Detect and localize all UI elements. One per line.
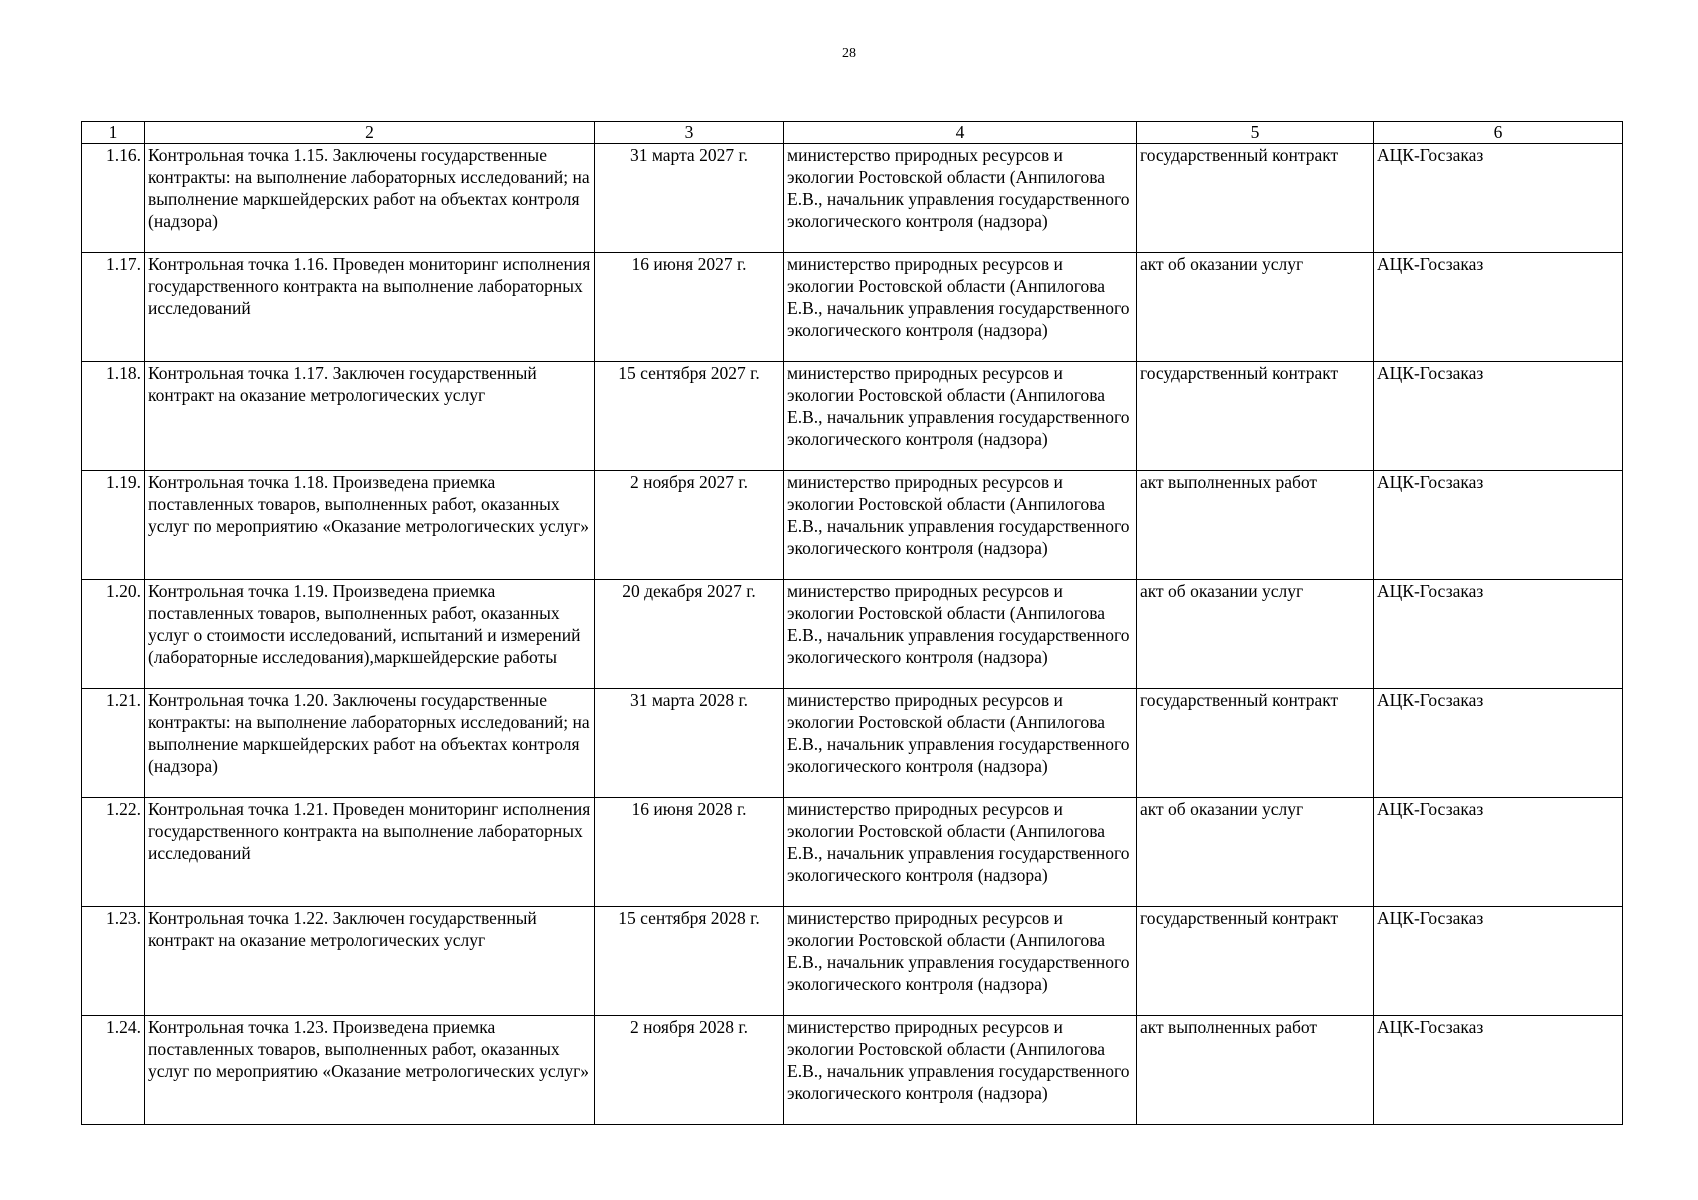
row-date: 2 ноября 2028 г.	[595, 1016, 784, 1125]
row-responsible: министерство природных ресурсов и экологии Ростовской области (Анпилогова Е.В., начальник управления государственного экологического контроля (надзора)	[784, 362, 1137, 471]
row-system: АЦК-Госзаказ	[1374, 907, 1623, 1016]
row-document: акт выполненных работ	[1137, 471, 1374, 580]
row-responsible: министерство природных ресурсов и экологии Ростовской области (Анпилогова Е.В., начальник управления государственного экологического контроля (надзора)	[784, 144, 1137, 253]
row-responsible: министерство природных ресурсов и экологии Ростовской области (Анпилогова Е.В., начальник управления государственного экологического контроля (надзора)	[784, 907, 1137, 1016]
row-number: 1.17.	[82, 253, 145, 362]
table-row	[82, 362, 1623, 471]
table-row	[82, 580, 1623, 689]
row-document: государственный контракт	[1137, 362, 1374, 471]
header-col-6: 6	[1374, 122, 1623, 144]
row-number: 1.18.	[82, 362, 145, 471]
header-row	[82, 122, 1623, 144]
control-points-table	[81, 121, 1623, 1125]
row-responsible: министерство природных ресурсов и экологии Ростовской области (Анпилогова Е.В., начальник управления государственного экологического контроля (надзора)	[784, 1016, 1137, 1125]
row-description: Контрольная точка 1.17. Заключен государственный контракт на оказание метрологических услуг	[145, 362, 595, 471]
row-number: 1.20.	[82, 580, 145, 689]
table-row	[82, 1016, 1623, 1125]
row-description: Контрольная точка 1.20. Заключены государственные контракты: на выполнение лабораторных исследований; на выполнение маркшейдерских работ на объектах контроля (надзора)	[145, 689, 595, 798]
row-responsible: министерство природных ресурсов и экологии Ростовской области (Анпилогова Е.В., начальник управления государственного экологического контроля (надзора)	[784, 253, 1137, 362]
row-document: государственный контракт	[1137, 144, 1374, 253]
row-description: Контрольная точка 1.16. Проведен мониторинг исполнения государственного контракта на выполнение лабораторных исследований	[145, 253, 595, 362]
row-date: 31 марта 2027 г.	[595, 144, 784, 253]
header-col-1: 1	[82, 122, 145, 144]
row-description: Контрольная точка 1.22. Заключен государственный контракт на оказание метрологических услуг	[145, 907, 595, 1016]
row-description: Контрольная точка 1.18. Произведена приемка поставленных товаров, выполненных работ, оказанных услуг по мероприятию «Оказание метрологических услуг»	[145, 471, 595, 580]
header-col-3: 3	[595, 122, 784, 144]
table-body	[82, 144, 1623, 1125]
header-col-5: 5	[1137, 122, 1374, 144]
header-col-4: 4	[784, 122, 1137, 144]
row-number: 1.22.	[82, 798, 145, 907]
row-description: Контрольная точка 1.19. Произведена приемка поставленных товаров, выполненных работ, оказанных услуг о стоимости исследований, испытаний и измерений (лабораторные исследования),маркшейдерские работы	[145, 580, 595, 689]
row-date: 20 декабря 2027 г.	[595, 580, 784, 689]
row-number: 1.21.	[82, 689, 145, 798]
row-date: 16 июня 2027 г.	[595, 253, 784, 362]
table-row	[82, 253, 1623, 362]
row-description: Контрольная точка 1.15. Заключены государственные контракты: на выполнение лабораторных исследований; на выполнение маркшейдерских работ на объектах контроля (надзора)	[145, 144, 595, 253]
row-system: АЦК-Госзаказ	[1374, 580, 1623, 689]
row-responsible: министерство природных ресурсов и экологии Ростовской области (Анпилогова Е.В., начальник управления государственного экологического контроля (надзора)	[784, 689, 1137, 798]
table-header	[82, 122, 1623, 144]
row-document: акт об оказании услуг	[1137, 580, 1374, 689]
row-document: акт об оказании услуг	[1137, 798, 1374, 907]
row-system: АЦК-Госзаказ	[1374, 689, 1623, 798]
header-col-2: 2	[145, 122, 595, 144]
row-system: АЦК-Госзаказ	[1374, 798, 1623, 907]
row-number: 1.16.	[82, 144, 145, 253]
page-number: 28	[842, 46, 856, 61]
row-date: 16 июня 2028 г.	[595, 798, 784, 907]
row-system: АЦК-Госзаказ	[1374, 471, 1623, 580]
row-responsible: министерство природных ресурсов и экологии Ростовской области (Анпилогова Е.В., начальник управления государственного экологического контроля (надзора)	[784, 580, 1137, 689]
row-system: АЦК-Госзаказ	[1374, 1016, 1623, 1125]
table-row	[82, 471, 1623, 580]
row-number: 1.23.	[82, 907, 145, 1016]
row-document: акт об оказании услуг	[1137, 253, 1374, 362]
table-row	[82, 798, 1623, 907]
row-description: Контрольная точка 1.23. Произведена приемка поставленных товаров, выполненных работ, оказанных услуг по мероприятию «Оказание метрологических услуг»	[145, 1016, 595, 1125]
row-number: 1.19.	[82, 471, 145, 580]
row-document: акт выполненных работ	[1137, 1016, 1374, 1125]
table-row	[82, 907, 1623, 1016]
row-system: АЦК-Госзаказ	[1374, 144, 1623, 253]
row-responsible: министерство природных ресурсов и экологии Ростовской области (Анпилогова Е.В., начальник управления государственного экологического контроля (надзора)	[784, 798, 1137, 907]
row-document: государственный контракт	[1137, 907, 1374, 1016]
row-system: АЦК-Госзаказ	[1374, 253, 1623, 362]
row-description: Контрольная точка 1.21. Проведен мониторинг исполнения государственного контракта на выполнение лабораторных исследований	[145, 798, 595, 907]
row-date: 15 сентября 2028 г.	[595, 907, 784, 1016]
row-system: АЦК-Госзаказ	[1374, 362, 1623, 471]
row-date: 31 марта 2028 г.	[595, 689, 784, 798]
row-date: 2 ноября 2027 г.	[595, 471, 784, 580]
table-row	[82, 144, 1623, 253]
table-row	[82, 689, 1623, 798]
row-date: 15 сентября 2027 г.	[595, 362, 784, 471]
row-responsible: министерство природных ресурсов и экологии Ростовской области (Анпилогова Е.В., начальник управления государственного экологического контроля (надзора)	[784, 471, 1137, 580]
row-document: государственный контракт	[1137, 689, 1374, 798]
row-number: 1.24.	[82, 1016, 145, 1125]
